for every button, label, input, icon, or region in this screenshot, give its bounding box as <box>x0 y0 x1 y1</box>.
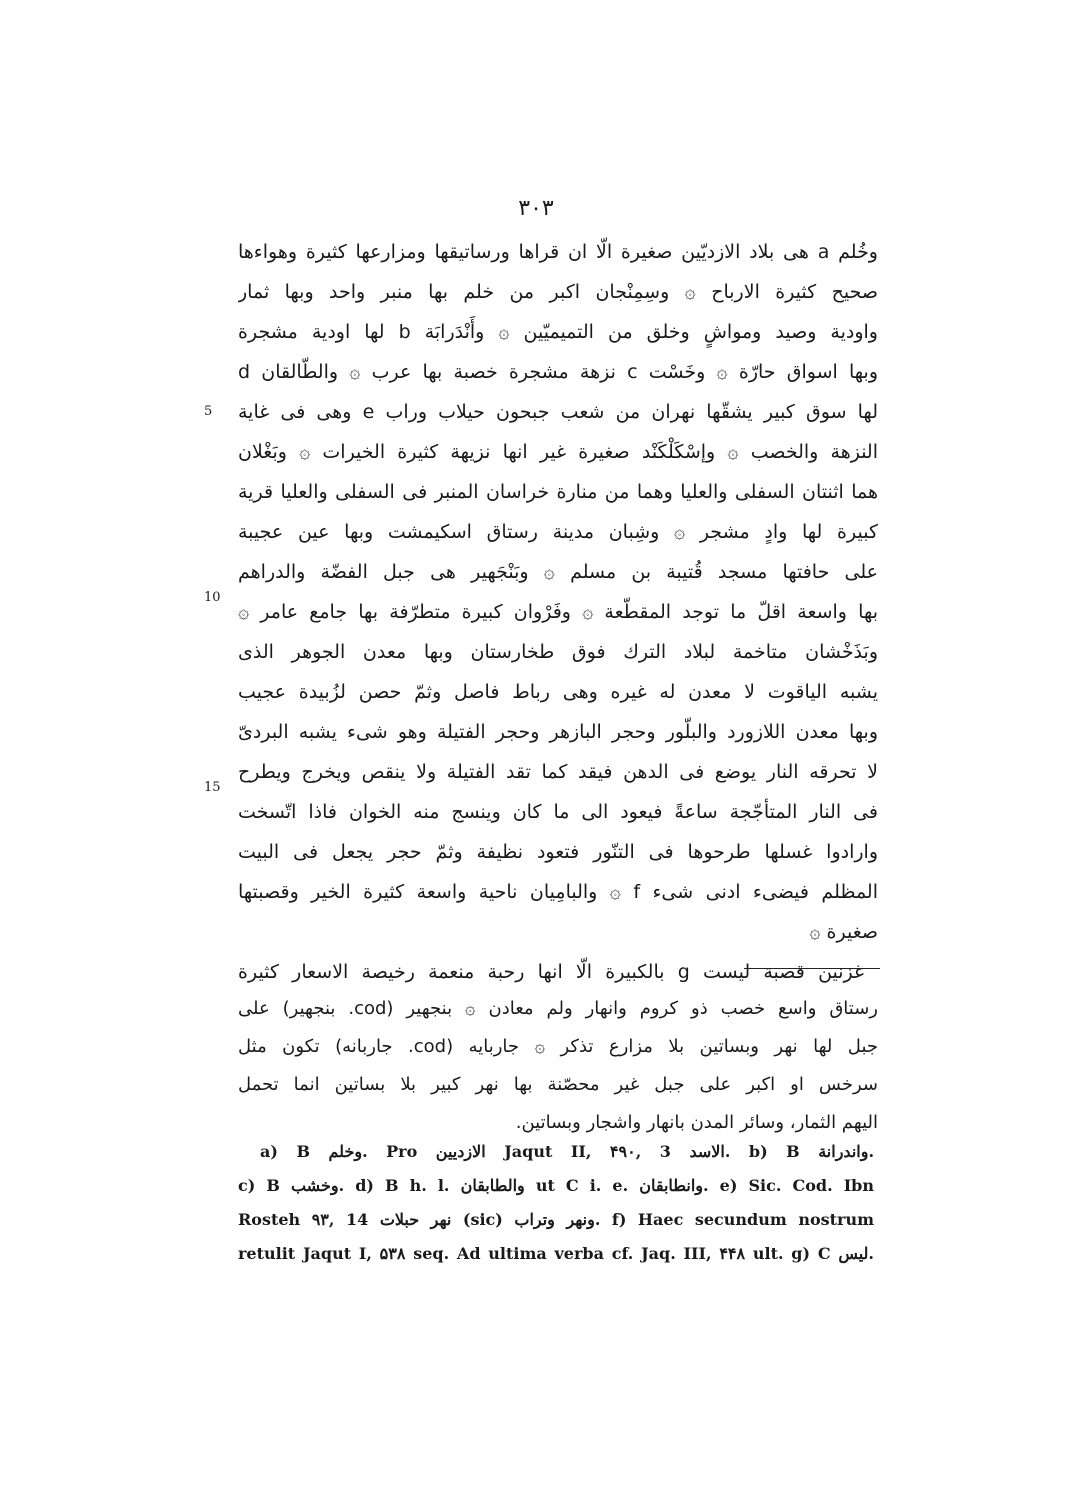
line-number-marker: 5 <box>204 404 213 419</box>
footnote-line: سرخس او اكبر على جبل غير محصّنة بها نهر كبير بلا بساتين انما تحمل <box>238 1074 878 1095</box>
text-line: لها سوق كبير يشقّها نهران من شعب جبحون حيلاب وراب e وهى فى غاية <box>238 401 878 423</box>
footnote-text-block <box>238 990 878 1142</box>
footnote-line: رستاق واسع خصب ذو كروم وانهار ولم معادن ۞ بنجهير (cod. بنجهير) على <box>238 998 878 1019</box>
text-line: وخُلم a هى بلاد الازديّين صغيرة الّا ان قراها ورساتيقها ومزارعها كثيرة وهواءها <box>238 241 878 263</box>
text-line: غزنين قصبة ليست g بالكبيرة الّا انها رحبة منعمة رخيصة الاسعار كثيرة <box>238 961 864 983</box>
text-line: صحيح كثيرة الارباح ۞ وسِمِنْجان اكبر من خلم بها منبر واحد وبها ثمار <box>238 281 878 303</box>
text-line: على حافتها مسجد قُتيبة بن مسلم ۞ وبَنْجَهير هى جبل الفضّة والدراهم <box>238 561 878 583</box>
apparatus-line: retulit Jaqut I, ۵۳۸ seq. Ad ultima verba cf. Jaq. III, ۴۴۸ ult. g) C ليس. <box>238 1244 874 1263</box>
text-line: وبَذَخْشان متاخمة لبلاد الترك فوق طخارستان وبها معدن الجوهر الذى <box>238 641 878 663</box>
text-line: وبها اسواق حارّة ۞ وخَسْت c نزهة مشجرة خصبة بها عرب ۞ والطّالقان d <box>238 361 878 383</box>
text-line: صغيرة ۞ <box>809 921 878 943</box>
line-number-marker: 10 <box>204 590 221 605</box>
footnote-separator <box>744 968 880 969</box>
apparatus-line: a) B وخلم. Pro الازديين Jaqut II, ۴۹۰, 3 الاسد. b) B واندرانة. <box>260 1142 874 1161</box>
text-line: النزهة والخصب ۞ وإسْكَلْكَنْد صغيرة غير انها نزيهة كثيرة الخيرات ۞ وبَغْلان <box>238 441 878 463</box>
critical-apparatus <box>238 1135 874 1271</box>
text-line: وبها معدن اللازورد والبلّور وحجر البازهر وحجر الفتيلة وهو شىء يشبه البردىّ <box>238 721 878 743</box>
text-line: كبيرة لها وادٍ مشجر ۞ وشِبان مدينة رستاق اسكيمشت وبها عين عجيبة <box>238 521 878 543</box>
text-line: يشبه الياقوت لا معدن له غيره وهى رباط فاصل وثمّ حصن لزُبيدة عجيب <box>238 681 878 703</box>
main-text-block <box>238 232 878 992</box>
text-line: بها واسعة اقلّ ما توجد المقطّعة ۞ وفَرْوان كبيرة متطرّفة بها جامع عامر ۞ <box>238 601 878 623</box>
apparatus-line: c) B وخشب. d) B h. l. والطابقان ut C i. e. وانطابقان. e) Sic. Cod. Ibn <box>238 1176 874 1195</box>
text-line: فى النار المتأجّجة ساعةً فيعود الى ما كان وينسج منه الخوان فاذا اتّسخت <box>238 801 878 823</box>
text-line: واودية وصيد ومواشٍ وخلق من التميميّين ۞ وأَنْدَرابَة b لها اودية مشجرة <box>238 321 878 343</box>
text-line: وارادوا غسلها طرحوها فى التنّور فتعود نظيفة وثمّ حجر يجعل فى البيت <box>238 841 878 863</box>
footnote-line: جبل لها نهر وبساتين بلا مزارع تذكر ۞ جاربايه (cod. جاربانه) تكون مثل <box>238 1036 878 1057</box>
line-number-marker: 15 <box>204 780 221 795</box>
text-line: المظلم فيضىء ادنى شىء f ۞ والبامِيان ناحية واسعة كثيرة الخير وقصبتها <box>238 881 878 903</box>
page-number: ٣٠٣ <box>518 196 554 221</box>
text-line: لا تحرقه النار يوضع فى الدهن فيقد كما تقد الفتيلة ولا ينقص ويخرج ويطرح <box>238 761 878 783</box>
text-line: هما اثنتان السفلى والعليا وهما من منارة خراسان المنبر فى السفلى والعليا قرية <box>238 481 878 503</box>
apparatus-line: Rosteh ۹۳, 14 نهر حبلات (sic) ونهر وتراب. f) Haec secundum nostrum <box>238 1210 874 1229</box>
footnote-line: اليهم الثمار، وسائر المدن بانهار واشجار وبساتين. <box>515 1112 878 1133</box>
